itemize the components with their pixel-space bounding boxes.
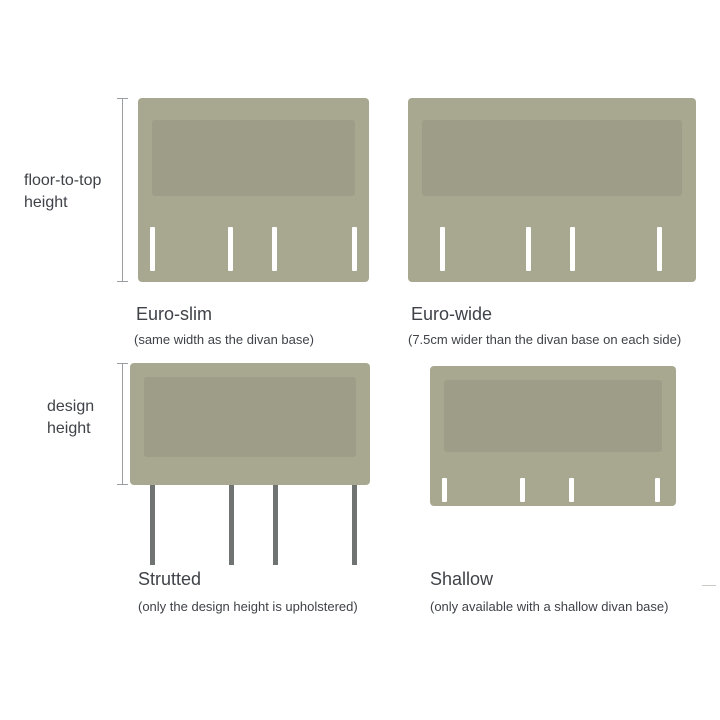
caption-subtitle-shallow: (only available with a shallow divan base) [430,599,669,614]
measure-cap-top [117,98,128,99]
headboard-slot [228,227,233,271]
axis-label-floor-to-top-height: floor-to-top height [24,172,102,211]
caption-overflow-ghost [138,624,142,642]
caption-title-euro-wide: Euro-wide [411,304,493,324]
edge-tick-right [702,585,716,586]
headboard-strut [352,485,357,565]
headboard-slot [442,478,447,502]
caption-title-strutted: Strutted [138,569,202,589]
figure-strutted [130,363,370,563]
headboard-panel [444,380,662,452]
measure-cap-bottom [117,281,128,282]
headboard-strut [229,485,234,565]
axis-label-design-height: design height [47,398,95,437]
headboard-slot [655,478,660,502]
headboard-slot [520,478,525,502]
headboard-panel [422,120,682,196]
caption-title-shallow: Shallow [430,569,494,589]
caption-subtitle-strutted: (only the design height is upholstered) [138,599,358,614]
headboard-slot [352,227,357,271]
headboard-slot [657,227,662,271]
figure-euro-wide [408,98,696,282]
headboard-slot [272,227,277,271]
caption-subtitle-euro-slim: (same width as the divan base) [134,332,314,347]
caption-title-euro-slim: Euro-slim [136,304,213,324]
measure-bar-floor-to-top [122,98,123,282]
headboard-strut [150,485,155,565]
caption-subtitle-euro-wide: (7.5cm wider than the divan base on each side) [408,332,682,347]
headboard-slot [570,227,575,271]
measure-cap-top [117,363,128,364]
measure-cap-bottom [117,484,128,485]
figure-shallow [430,366,676,506]
headboard-strut [273,485,278,565]
headboard-panel [144,377,356,457]
figure-euro-slim [138,98,369,282]
headboard-panel [152,120,355,196]
headboard-slot [526,227,531,271]
headboard-slot [569,478,574,502]
headboard-slot [440,227,445,271]
headboard-slot [150,227,155,271]
